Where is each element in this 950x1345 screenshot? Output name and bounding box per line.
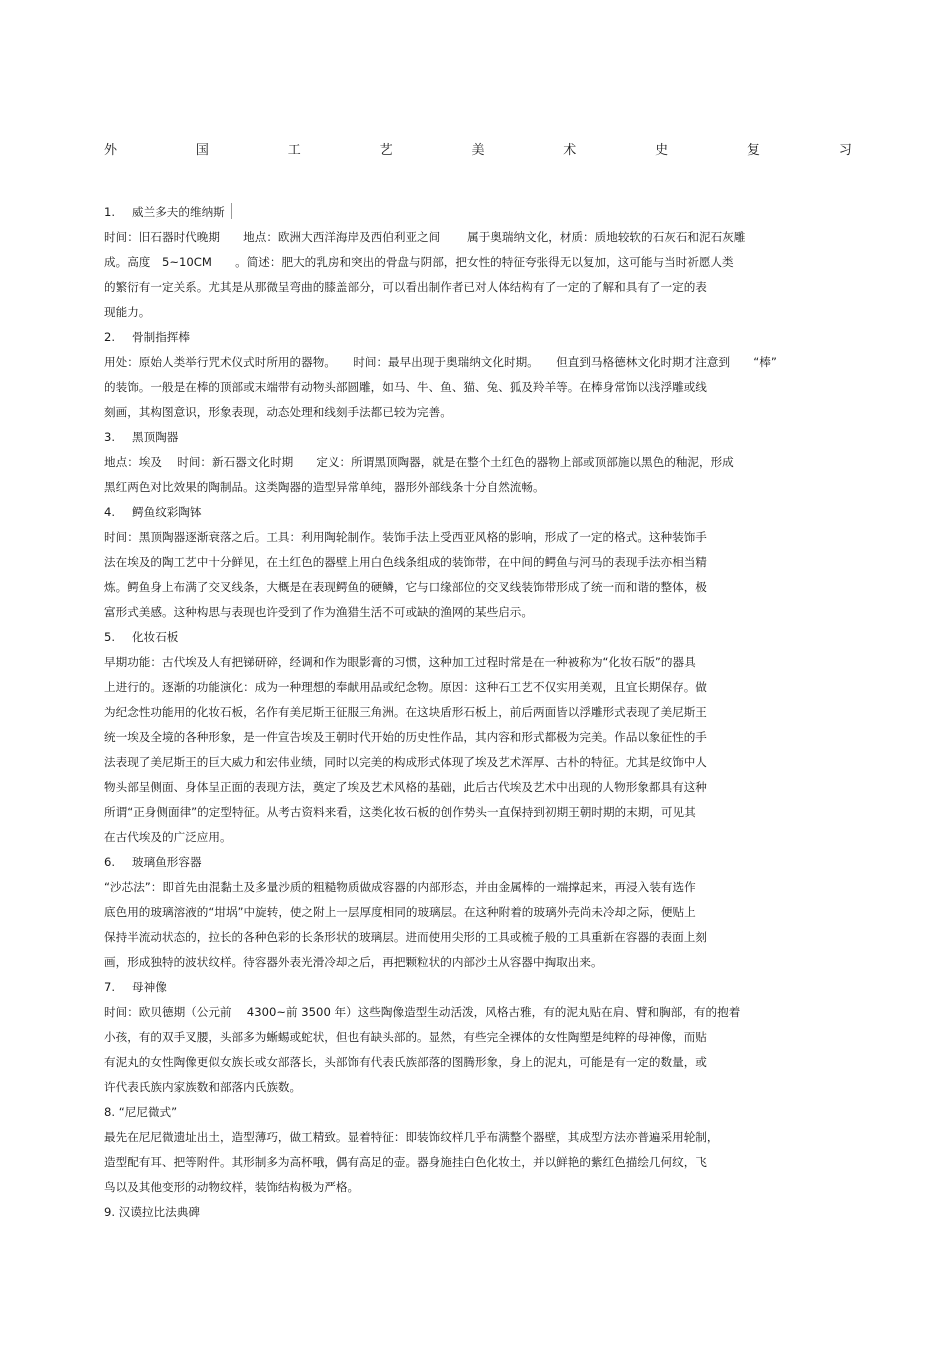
title-char: 史 xyxy=(655,143,669,158)
body-text-line: 黑红两色对比效果的陶制品。这类陶器的造型异常单纯，器形外部线条十分自然流畅。 xyxy=(104,480,545,494)
section-heading xyxy=(104,975,824,1000)
section-number: 3. xyxy=(104,430,116,444)
section-number: 8. xyxy=(104,1105,116,1119)
body-text-line: 小孩，有的双手叉腰，头部多为蜥蜴或蛇状，但也有缺头部的。显然，有些完全裸体的女性陶塑是纯粹的母神像，而贴 xyxy=(104,1030,707,1044)
section-number: 4. xyxy=(104,505,116,519)
body-text-line: 许代表氏族内家族数和部落内氏族数。 xyxy=(104,1080,302,1094)
section-number: 5. xyxy=(104,630,116,644)
body-text-line: 有泥丸的女性陶像更似女族长或女部落长，头部饰有代表氏族部落的图腾形象，身上的泥丸，可能是有一定的数量，或 xyxy=(104,1055,707,1069)
body-text-line: 保持半流动状态的，拉长的各种色彩的长条形状的玻璃层。进而使用尖形的工具或梳子般的工具重新在容器的表面上刻 xyxy=(104,930,707,944)
section-title: 化妆石板 xyxy=(132,630,179,644)
body-text-line: 底色用的玻璃溶液的“坩埚”中旋转，使之附上一层厚度相同的玻璃层。在这种附着的玻璃外壳尚未冷却之际，便贴上 xyxy=(104,905,696,919)
body-text-line: 最先在尼尼微遗址出土，造型薄巧，做工精致。显着特征：即装饰纹样几乎布满整个器壁，其成型方法亦普遍采用轮制， xyxy=(104,1130,719,1144)
section-heading xyxy=(104,850,824,875)
section-number: 1. xyxy=(104,205,116,219)
section-heading xyxy=(104,325,824,350)
body-text-line: 的装饰。一般是在棒的顶部或末端带有动物头部圆雕，如马、牛、鱼、猫、兔、狐及羚羊等。在棒身常饰以浅浮雕或线 xyxy=(104,380,707,394)
title-char: 国 xyxy=(195,143,209,158)
title-char: 术 xyxy=(563,143,577,158)
body-text-line: 的繁衍有一定关系。尤其是从那微呈弯曲的膝盖部分，可以看出制作者已对人体结构有了一定的了解和具有了一定的表 xyxy=(104,280,707,294)
body-text-line: 时间：黑顶陶器逐渐衰落之后。工具：利用陶轮制作。装饰手法上受西亚风格的影响，形成了一定的格式。这种装饰手 xyxy=(104,530,707,544)
body-text-line: 上进行的。逐渐的功能演化：成为一种理想的奉献用品或纪念物。原因：这种石工艺不仅实用美观，且宜长期保存。做 xyxy=(104,680,707,694)
section-number: 7. xyxy=(104,980,116,994)
body-text-line: 画，形成独特的波状纹样。待容器外表光滑冷却之后，再把颗粒状的内部沙土从容器中掏取出来。 xyxy=(104,955,603,969)
section-title: 鳄鱼纹彩陶钵 xyxy=(132,505,202,519)
body-text-line: 富形式美感。这种构思与表现也许受到了作为渔猎生活不可或缺的渔网的某些启示。 xyxy=(104,605,533,619)
title-char: 美 xyxy=(471,143,485,158)
body-text-line: 刻画，其构图意识，形象表现，动态处理和线刻手法都已较为完善。 xyxy=(104,405,452,419)
body-text-line: 法表现了美尼斯王的巨大威力和宏伟业绩，同时以完美的构成形式体现了埃及艺术浑厚、古朴的特征。尤其是纹饰中人 xyxy=(104,755,707,769)
body-text-line: “沙芯法”：即首先由混黏土及多量沙质的粗糙物质做成容器的内部形态，并由金属棒的一端撑起来，再浸入装有选作 xyxy=(104,880,696,894)
section-title: 骨制指挥棒 xyxy=(132,330,190,344)
body-text-line: 现能力。 xyxy=(104,305,151,319)
section-heading xyxy=(104,625,824,650)
title-char: 工 xyxy=(287,143,301,158)
body-text-line: 时间：欧贝德期（公元前 4300~前 3500 年）这些陶像造型生动活泼，风格古雅，有的泥丸贴在肩、臂和胸部，有的抱着 xyxy=(104,1005,741,1019)
section-heading xyxy=(104,1200,824,1225)
body-text-line: 鸟以及其他变形的动物纹样，装饰结构极为严格。 xyxy=(104,1180,360,1194)
body-text-line: 早期功能：古代埃及人有把锑研碎，经调和作为眼影膏的习惯，这种加工过程时常是在一种被称为“化妆石版”的器具 xyxy=(104,655,696,669)
document-body xyxy=(104,200,824,1225)
title-char: 复 xyxy=(747,143,761,158)
body-text-line: 统一埃及全境的各种形象，是一件宣告埃及王朝时代开始的历史性作品，其内容和形式都极为完美。作品以象征性的手 xyxy=(104,730,707,744)
body-text-line: 法在埃及的陶工艺中十分鲜见，在土红色的器壁上用白色线条组成的装饰带，在中间的鳄鱼与河马的表现手法亦相当精 xyxy=(104,555,707,569)
body-text-line: 造型配有耳、把等附件。其形制多为高杯哦，偶有高足的壶。器身施挂白色化妆土，并以鲜艳的紫红色描绘几何纹，飞 xyxy=(104,1155,707,1169)
body-text-line: 为纪念性功能用的化妆石板，名作有美尼斯王征服三角洲。在这块盾形石板上，前后两面皆以浮雕形式表现了美尼斯王 xyxy=(104,705,707,719)
section-number: 9. xyxy=(104,1205,116,1219)
body-text-line: 地点：埃及 时间：新石器文化时期 定义：所谓黑顶陶器，就是在整个土红色的器物上部或顶部施以黑色的釉泥，形成 xyxy=(104,455,734,469)
section-number: 6. xyxy=(104,855,116,869)
body-text-line: 物头部呈侧面、身体呈正面的表现方法，奠定了埃及艺术风格的基础，此后古代埃及艺术中出现的人物形象都具有这种 xyxy=(104,780,707,794)
section-title: 黑顶陶器 xyxy=(132,430,179,444)
section-title: 威兰多夫的维纳斯 xyxy=(132,205,225,219)
title-char: 艺 xyxy=(379,143,393,158)
section-title: 母神像 xyxy=(132,980,167,994)
body-text-line: 在古代埃及的广泛应用。 xyxy=(104,830,232,844)
section-title: 汉谟拉比法典碑 xyxy=(118,1205,200,1219)
section-heading xyxy=(104,1100,824,1125)
section-title: “尼尼微式” xyxy=(118,1105,178,1119)
section-title: 玻璃鱼形容器 xyxy=(132,855,202,869)
title-char: 习 xyxy=(838,143,852,158)
section-heading xyxy=(104,425,824,450)
section-heading xyxy=(104,500,824,525)
body-text-line: 所谓“正身侧面律”的定型特征。从考古资料来看，这类化妆石板的创作势头一直保持到初期王朝时期的末期，可见其 xyxy=(104,805,696,819)
body-text-line: 炼。鳄鱼身上布满了交叉线条，大概是在表现鳄鱼的硬鳞，它与口缘部位的交叉线装饰带形成了统一而和谐的整体，极 xyxy=(104,580,707,594)
body-text-line: 用处：原始人类举行咒术仪式时所用的器物。 时间：最早出现于奥瑞纳文化时期。 但直到马格德林文化时期才注意到 “棒” xyxy=(104,355,777,369)
text-cursor-box xyxy=(231,203,232,219)
section-heading xyxy=(104,200,824,225)
page-title xyxy=(104,142,852,160)
title-char: 外 xyxy=(104,143,118,158)
section-number: 2. xyxy=(104,330,116,344)
body-text-line: 成。高度 5~10CM 。简述：肥大的乳房和突出的骨盘与阴部，把女性的特征夸张得无以复加，这可能与当时祈愿人类 xyxy=(104,255,734,269)
body-text-line: 时间：旧石器时代晚期 地点：欧洲大西洋海岸及西伯利亚之间 属于奥瑞纳文化，材质：质地较软的石灰石和泥石灰雕 xyxy=(104,230,746,244)
